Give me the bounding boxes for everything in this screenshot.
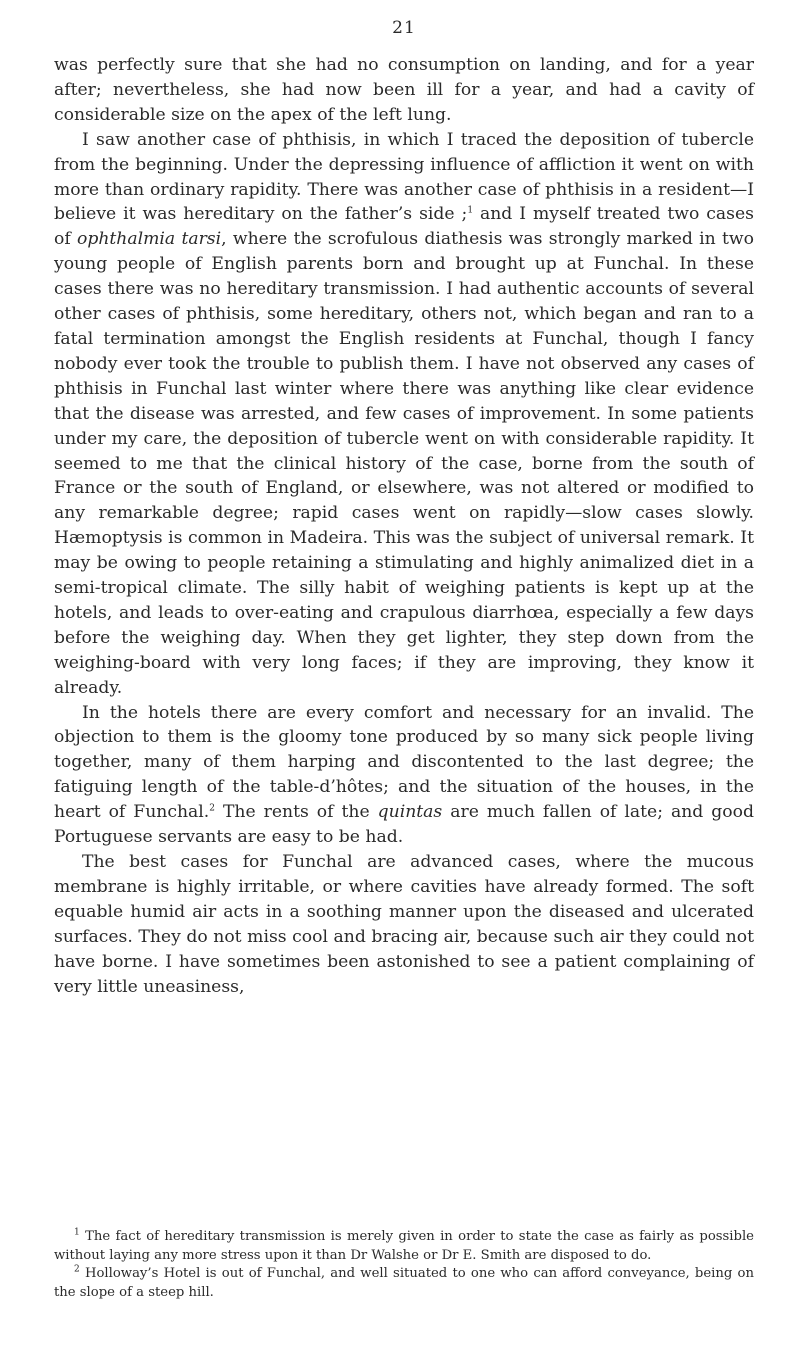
footnote-ref: 2 (209, 803, 215, 814)
paragraph: The best cases for Funchal are advanced cases, where the mucous membrane is highly irritable, or where cavities have already formed. The soft equable humid air acts in a soothing manner upon the diseased and ulcerated surfaces. They do not miss cool and bracing air, because such air they could not have borne. I have sometimes been astonished to see a patient complaining of very little uneasiness, (54, 852, 754, 997)
italic-term: ophthalmia tarsi (76, 229, 222, 250)
italic-term: quintas (377, 802, 443, 823)
paragraph: In the hotels there are every comfort and necessary for an invalid. The objection to them is the gloomy tone produced by so many sick people living together, many of them harping and discontented to the last degree; the fatiguing length of the table-d’hôtes; and the situation of the houses, in the heart of Funchal.$^2$ The rents of the quintas are much fallen of late; and good Portuguese servants are easy to be had. (54, 702, 754, 848)
body-text (54, 53, 754, 999)
footnote-marker: 1 (74, 1227, 80, 1238)
footnote: $^1$ The fact of hereditary transmission is merely given in order to state the case as fairly as possible without laying any more stress upon it than Dr Walshe or Dr E. Smith are disposed to do. (54, 1227, 754, 1263)
footnote: $^2$ Holloway’s Hotel is out of Funchal, and well situated to one who can afford conveyance, being on the slope of a steep hill. (54, 1264, 754, 1300)
paragraph: I saw another case of phthisis, in which I traced the deposition of tubercle from the beginning. Under the depressing influence of affliction it went on with more than ordinary rapidity. There was another case of phthisis in a resident—I believe it was hereditary on the father’s side ;$^1$ and I myself treated two cases of ophthalmia tarsi, where the scrofulous diathesis was strongly marked in two young people of English parents born and brought up at Funchal. In these cases there was no hereditary transmission. I had authentic accounts of several other cases of phthisis, some hereditary, others not, which began and ran to a fatal termination amongst the English residents at Funchal, though I fancy nobody ever took the trouble to publish them. I have not observed any cases of phthisis in Funchal last winter where there was anything like clear evidence that the disease was arrested, and few cases of improvement. In some patients under my care, the deposition of tubercle went on with considerable rapidity. It seemed to me that the clinical history of the case, borne from the south of France or the south of England, or elsewhere, was not altered or modified to any remarkable degree; rapid cases went on rapidly—slow cases slowly. Hæmoptysis is common in Madeira. This was the subject of universal remark. It may be owing to people retaining a stimulating and highly animalized diet in a semi-tropical climate. The silly habit of weighing patients is kept up at the hotels, and leads to over-eating and crapulous diarrhœa, especially a few days before the weighing day. When they get lighter, they step down from the weighing-board with very long faces; if they are improving, they know it already. (54, 129, 754, 698)
footnote-marker: 2 (74, 1264, 80, 1275)
book-page (54, 0, 754, 1369)
footnote-ref: 1 (467, 205, 474, 216)
footnotes (54, 1228, 754, 1302)
paragraph: was perfectly sure that she had no consumption on landing, and for a year after; nevertheless, she had now been ill for a year, and had a cavity of considerable size on the apex of the left lung. (54, 55, 754, 125)
page-number: 21 (392, 18, 416, 38)
